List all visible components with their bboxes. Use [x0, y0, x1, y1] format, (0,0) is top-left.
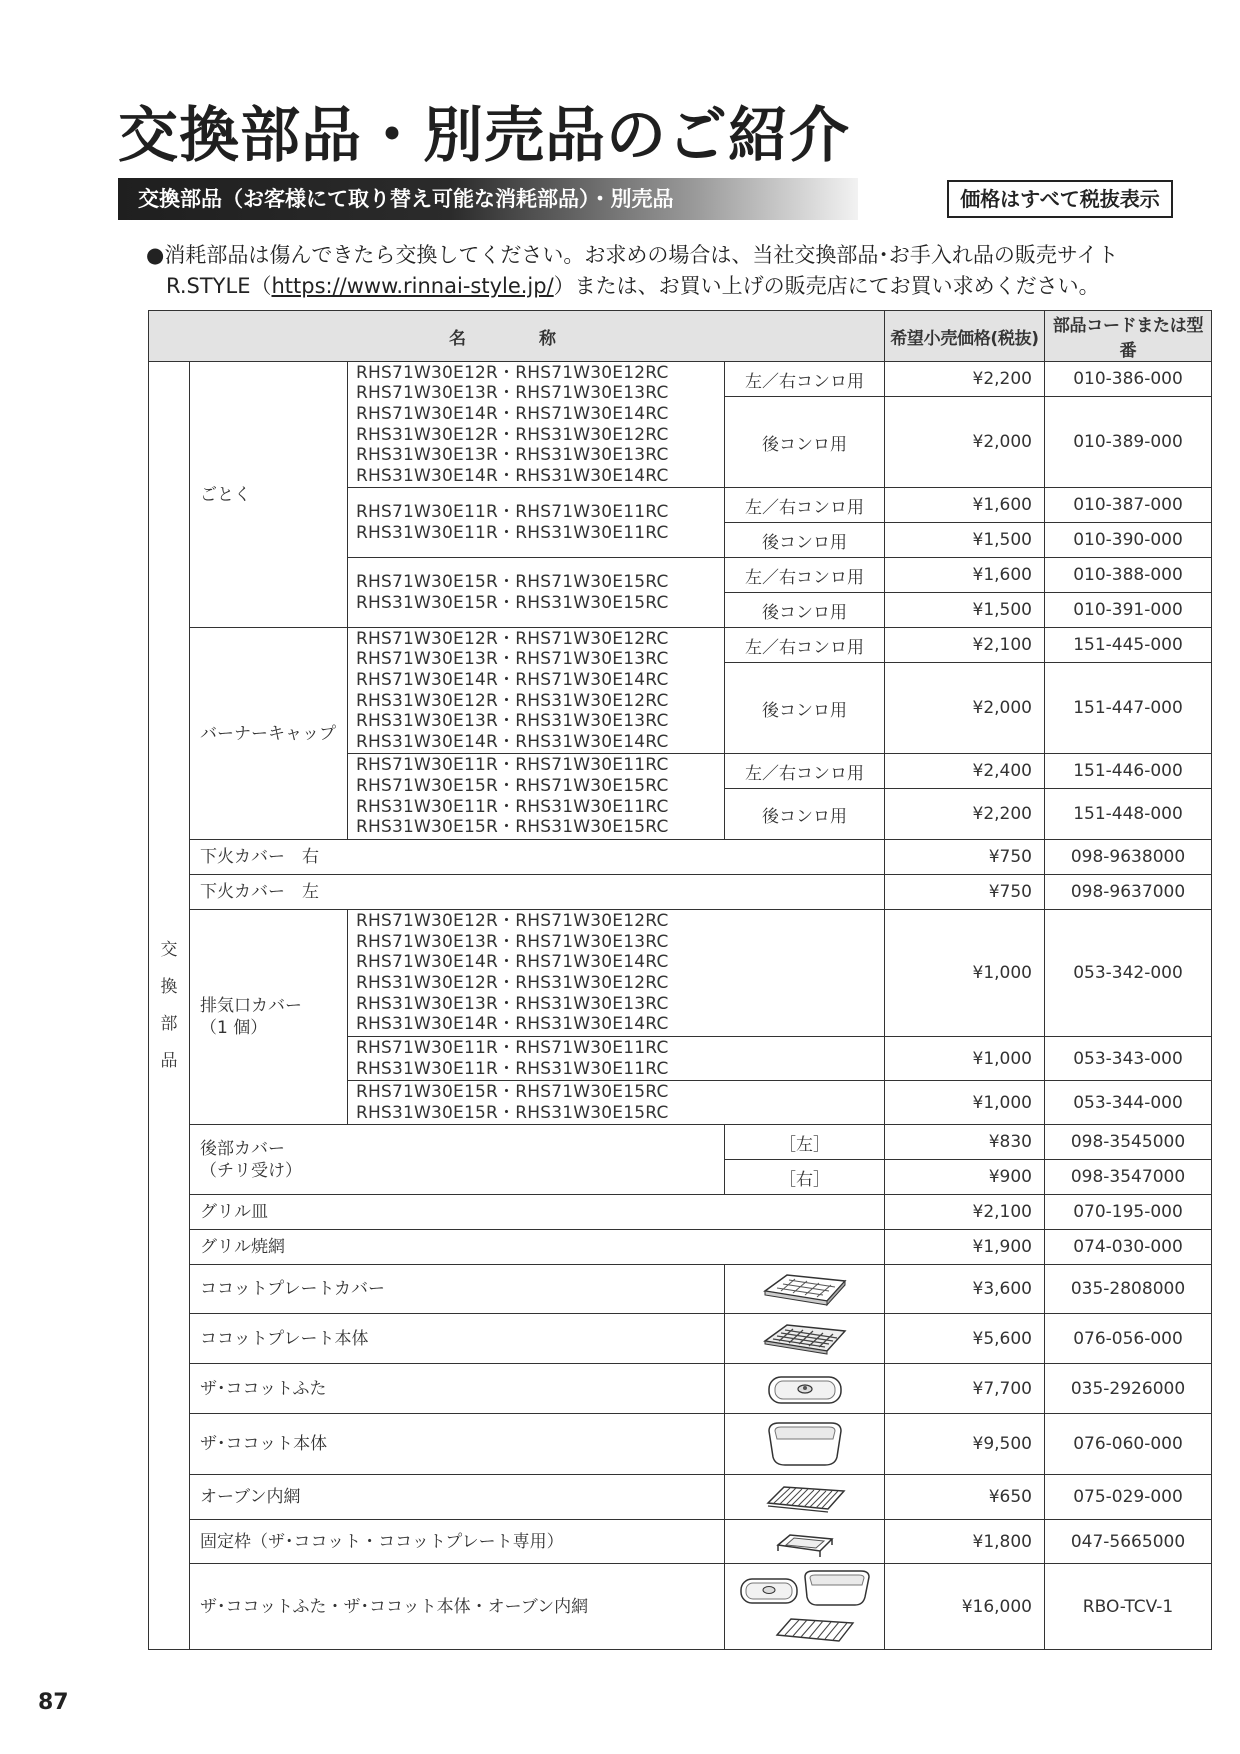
item-kotei-waku: 固定枠（ザ･ココット・ココットプレート専用） — [190, 1520, 725, 1564]
table-row — [149, 1364, 1212, 1414]
item-the-cocotte-lid: ザ･ココットふた — [190, 1364, 725, 1414]
fixed-frame-icon — [770, 1525, 840, 1559]
part-code: 075-029-000 — [1045, 1475, 1212, 1520]
page-title: 交換部品・別売品のご紹介 — [118, 101, 850, 171]
part-code: 151-446-000 — [1045, 754, 1212, 789]
oven-rack-icon — [760, 1479, 850, 1515]
price: ¥2,200 — [885, 789, 1045, 840]
item-gotoku: ごとく — [190, 362, 348, 628]
use-back: 後コンロ用 — [725, 523, 885, 558]
price: ¥1,900 — [885, 1230, 1045, 1265]
model-list: RHS71W30E15R・RHS71W30E15RC RHS31W30E15R・RHS31W30E15RC — [348, 558, 725, 628]
the-cocotte-lid-illustration — [725, 1364, 885, 1414]
price: ¥1,000 — [885, 1081, 1045, 1125]
price: ¥1,800 — [885, 1520, 1045, 1564]
item-kobu-cover: 後部カバー （チリ受け） — [190, 1125, 725, 1195]
item-cocotte-set: ザ･ココットふた・ザ･ココット本体・オーブン内網 — [190, 1564, 725, 1650]
model-list: RHS71W30E12R・RHS71W30E12RC RHS71W30E13R・RHS71W30E13RC RHS71W30E14R・RHS71W30E14RC RHS31W30E12R・RHS31W30E12RC RHS31W30E13R・RHS31W30E13RC RHS31W30E14R・RHS31W30E14RC — [348, 362, 725, 488]
part-code: 010-390-000 — [1045, 523, 1212, 558]
table-row — [149, 1414, 1212, 1475]
item-the-cocotte-body: ザ･ココット本体 — [190, 1414, 725, 1475]
part-code: 010-386-000 — [1045, 362, 1212, 397]
part-code: 098-9637000 — [1045, 875, 1212, 910]
cocotte-plate-body-illustration — [725, 1314, 885, 1364]
price: ¥2,000 — [885, 397, 1045, 488]
part-code: 053-342-000 — [1045, 910, 1212, 1037]
use-back: 後コンロ用 — [725, 789, 885, 840]
price: ¥750 — [885, 840, 1045, 875]
parts-table — [148, 310, 1212, 1650]
model-list: RHS71W30E12R・RHS71W30E12RC RHS71W30E13R・RHS71W30E13RC RHS71W30E14R・RHS71W30E14RC RHS31W30E12R・RHS31W30E12RC RHS31W30E13R・RHS31W30E13RC RHS31W30E14R・RHS31W30E14RC — [348, 628, 725, 754]
table-row — [149, 1520, 1212, 1564]
use-back: 後コンロ用 — [725, 593, 885, 628]
part-code: 010-389-000 — [1045, 397, 1212, 488]
part-code: 098-3545000 — [1045, 1125, 1212, 1160]
table-row — [149, 1195, 1212, 1230]
notice-line-2 — [146, 271, 1118, 302]
part-code: 035-2926000 — [1045, 1364, 1212, 1414]
use-back: 後コンロ用 — [725, 397, 885, 488]
use-back: 後コンロ用 — [725, 663, 885, 754]
part-code: 010-388-000 — [1045, 558, 1212, 593]
section-header: 交換部品（お客様にて取り替え可能な消耗部品）・別売品 — [118, 178, 858, 220]
notice-line-2-post: ）または、お買い上げの販売店にてお買い求めください。 — [553, 274, 1100, 298]
item-shitabi-cover-left: 下火カバー 左 — [190, 875, 885, 910]
use-lr: 左／右コンロ用 — [725, 754, 885, 789]
part-code: RBO-TCV-1 — [1045, 1564, 1212, 1650]
item-cocotte-plate-body: ココットプレート本体 — [190, 1314, 725, 1364]
part-code: 151-448-000 — [1045, 789, 1212, 840]
table-row — [149, 1314, 1212, 1364]
part-code: 035-2808000 — [1045, 1265, 1212, 1314]
price: ¥3,600 — [885, 1265, 1045, 1314]
use-lr: 左／右コンロ用 — [725, 628, 885, 663]
price: ¥2,100 — [885, 628, 1045, 663]
price: ¥1,000 — [885, 910, 1045, 1037]
price: ¥1,500 — [885, 593, 1045, 628]
price: ¥2,000 — [885, 663, 1045, 754]
rstyle-url-link[interactable]: https://www.rinnai-style.jp/ — [271, 274, 554, 298]
part-code: 076-056-000 — [1045, 1314, 1212, 1364]
cocotte-set-icon — [737, 1567, 873, 1647]
item-shitabi-cover-right: 下火カバー 右 — [190, 840, 885, 875]
price: ¥750 — [885, 875, 1045, 910]
table-header-row — [149, 311, 1212, 362]
table-row — [149, 1564, 1212, 1650]
cocotte-plate-cover-illustration — [725, 1265, 885, 1314]
part-code: 151-447-000 — [1045, 663, 1212, 754]
cocotte-plate-body-icon — [757, 1319, 853, 1359]
table-row — [149, 1125, 1212, 1160]
header-name: 名 称 — [149, 311, 885, 362]
part-code: 098-3547000 — [1045, 1160, 1212, 1195]
page-number: 87 — [38, 1690, 69, 1715]
the-cocotte-lid-icon — [763, 1369, 847, 1409]
category-koukan-buhin: 交 換 部 品 — [149, 362, 190, 1650]
use-lr: 左／右コンロ用 — [725, 558, 885, 593]
use-right: ［右］ — [725, 1160, 885, 1195]
price: ¥2,100 — [885, 1195, 1045, 1230]
the-cocotte-body-icon — [763, 1417, 847, 1471]
price: ¥9,500 — [885, 1414, 1045, 1475]
notice-text — [146, 240, 1118, 302]
cocotte-plate-cover-icon — [757, 1269, 853, 1309]
price: ¥7,700 — [885, 1364, 1045, 1414]
item-burner-cap: バーナーキャップ — [190, 628, 348, 840]
table-row — [149, 875, 1212, 910]
part-code: 151-445-000 — [1045, 628, 1212, 663]
table-row — [149, 840, 1212, 875]
price: ¥1,000 — [885, 1037, 1045, 1081]
part-code: 047-5665000 — [1045, 1520, 1212, 1564]
model-list: RHS71W30E11R・RHS71W30E11RC RHS31W30E11R・RHS31W30E11RC — [348, 1037, 885, 1081]
tax-note-box: 価格はすべて税抜表示 — [947, 180, 1173, 218]
price: ¥2,200 — [885, 362, 1045, 397]
price: ¥16,000 — [885, 1564, 1045, 1650]
part-code: 074-030-000 — [1045, 1230, 1212, 1265]
table-row — [149, 910, 1212, 1037]
model-list: RHS71W30E11R・RHS71W30E11RC RHS71W30E15R・RHS71W30E15RC RHS31W30E11R・RHS31W30E11RC RHS31W30E15R・RHS31W30E15RC — [348, 754, 725, 840]
part-code: 010-387-000 — [1045, 488, 1212, 523]
item-grill-ami: グリル焼網 — [190, 1230, 885, 1265]
item-grill-sara: グリル皿 — [190, 1195, 885, 1230]
price: ¥830 — [885, 1125, 1045, 1160]
item-cocotte-plate-cover: ココットプレートカバー — [190, 1265, 725, 1314]
cocotte-set-illustration — [725, 1564, 885, 1650]
kotei-waku-illustration — [725, 1520, 885, 1564]
use-left: ［左］ — [725, 1125, 885, 1160]
oven-ami-illustration — [725, 1475, 885, 1520]
use-lr: 左／右コンロ用 — [725, 488, 885, 523]
price: ¥1,600 — [885, 558, 1045, 593]
part-code: 070-195-000 — [1045, 1195, 1212, 1230]
the-cocotte-body-illustration — [725, 1414, 885, 1475]
header-code: 部品コードまたは型番 — [1045, 311, 1212, 362]
table-row — [149, 628, 1212, 663]
table-row — [149, 1475, 1212, 1520]
part-code: 076-060-000 — [1045, 1414, 1212, 1475]
price: ¥5,600 — [885, 1314, 1045, 1364]
price: ¥650 — [885, 1475, 1045, 1520]
model-list: RHS71W30E11R・RHS71W30E11RC RHS31W30E11R・RHS31W30E11RC — [348, 488, 725, 558]
part-code: 098-9638000 — [1045, 840, 1212, 875]
notice-line-2-pre: R.STYLE（ — [166, 274, 272, 298]
use-lr: 左／右コンロ用 — [725, 362, 885, 397]
price: ¥2,400 — [885, 754, 1045, 789]
price: ¥1,600 — [885, 488, 1045, 523]
table-row — [149, 1265, 1212, 1314]
item-oven-ami: オーブン内網 — [190, 1475, 725, 1520]
model-list: RHS71W30E15R・RHS71W30E15RC RHS31W30E15R・RHS31W30E15RC — [348, 1081, 885, 1125]
price: ¥1,500 — [885, 523, 1045, 558]
table-row — [149, 362, 1212, 397]
notice-line-1: ●消耗部品は傷んできたら交換してください。お求めの場合は、当社交換部品･お手入れ品の販売サイト — [146, 243, 1119, 267]
part-code: 053-344-000 — [1045, 1081, 1212, 1125]
table-row — [149, 1230, 1212, 1265]
model-list: RHS71W30E12R・RHS71W30E12RC RHS71W30E13R・RHS71W30E13RC RHS71W30E14R・RHS71W30E14RC RHS31W30E12R・RHS31W30E12RC RHS31W30E13R・RHS31W30E13RC RHS31W30E14R・RHS31W30E14RC — [348, 910, 885, 1037]
item-haikiko-cover: 排気口カバー （1 個） — [190, 910, 348, 1125]
header-price: 希望小売価格(税抜) — [885, 311, 1045, 362]
price: ¥900 — [885, 1160, 1045, 1195]
part-code: 010-391-000 — [1045, 593, 1212, 628]
part-code: 053-343-000 — [1045, 1037, 1212, 1081]
